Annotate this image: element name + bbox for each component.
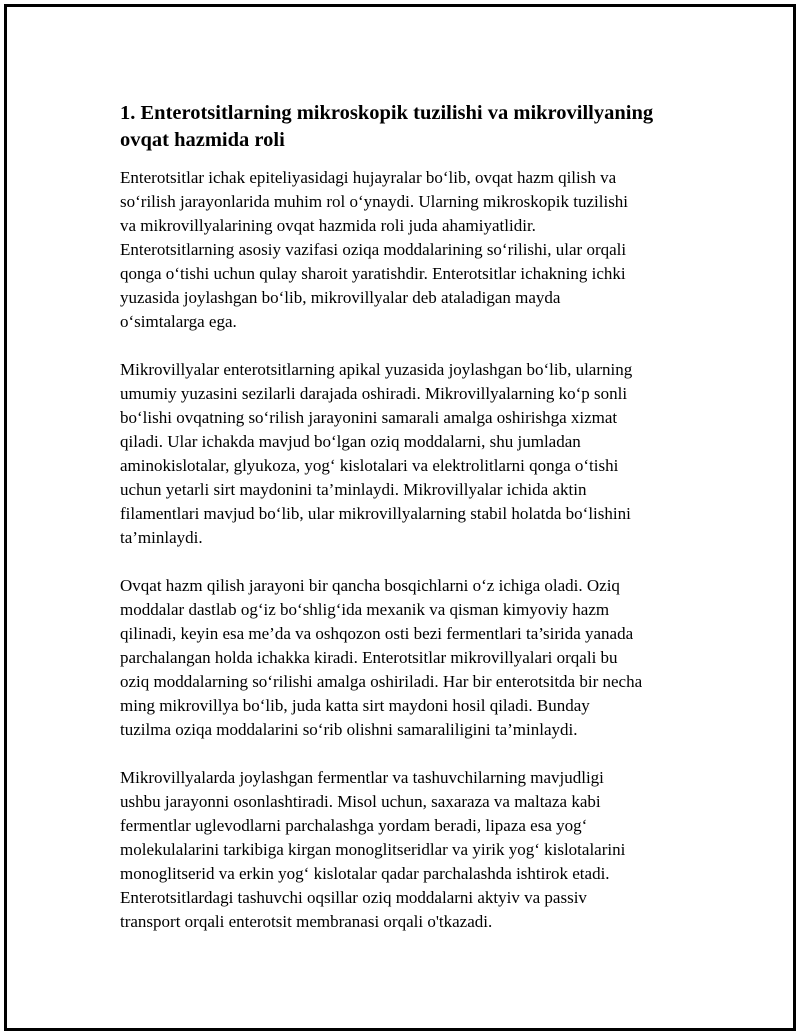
section-title: 1. Enterotsitlarning mikroskopik tuzilishi va mikrovillyaning ovqat hazmida roli bbox=[120, 102, 654, 151]
paragraph-3: Ovqat hazm qilish jarayoni bir qancha bosqichlarni o‘z ichiga oladi. Oziq moddalar dastlab og‘iz bo‘shlig‘ida mexanik va qisman kimyoviy hazm qilinadi, keyin esa me’da va oshqozon osti bezi fermentlari ta’sirida yanada parchalangan holda ichakka kiradi. Enterotsitlar mikrovillyalari orqali bu oziq moddalarning so‘rilishi amalga oshiriladi. Har bir enterotsitda bir necha ming mikrovillya bo‘lib, juda katta sirt maydoni hosil qiladi. Bunday tuzilma oziqa moddalarini so‘rib olishni samaraliligini ta’minlaydi. bbox=[120, 576, 643, 739]
paragraph-2: Mikrovillyalar enterotsitlarning apikal yuzasida joylashgan bo‘lib, ularning umumiy yuzasini sezilarli darajada oshiradi. Mikrovillyalarning ko‘p sonli bo‘lishi ovqatning so‘rilish jarayonini samarali amalga oshirishga xizmat qiladi. Ular ichakda mavjud bo‘lgan oziq moddalarni, shu jumladan aminokislotalar, glyukoza, yog‘ kislotalari va elektrolitlarni qonga o‘tishi uchun yetarli sirt maydonini ta’minlaydi. Mikrovillyalar ichida aktin filamentlari mavjud bo‘lib, ular mikrovillyalarning stabil holatda bo‘lishini ta’minlaydi. bbox=[120, 360, 633, 547]
paragraph-1: Enterotsitlar ichak epiteliyasidagi hujayralar bo‘lib, ovqat hazm qilish va so‘rilish jarayonlarida muhim rol o‘ynaydi. Ularning mikroskopik tuzilishi va mikrovillyalarining ovqat hazmida roli juda ahamiyatlidir. Enterotsitlarning asosiy vazifasi oziqa moddalarining so‘rilishi, ular orqali qonga o‘tishi uchun qulay sharoit yaratishdir. Enterotsitlar ichakning ichki yuzasida joylashgan bo‘lib, mikrovillyalar deb ataladigan mayda o‘simtalarga ega. bbox=[120, 168, 629, 331]
document-body bbox=[120, 100, 692, 958]
paragraph-4: Mikrovillyalarda joylashgan fermentlar va tashuvchilarning mavjudligi ushbu jarayonni osonlashtiradi. Misol uchun, saxaraza va maltaza kabi fermentlar uglevodlarni parchalashga yordam beradi, lipaza esa yog‘ molekulalarini tarkibiga kirgan monoglitseridlar va yirik yog‘ kislotalarini monoglitserid va erkin yog‘ kislotalar qadar parchalashda ishtirok etadi. Enterotsitlardagi tashuvchi oqsillar oziq moddalarni aktyiv va passiv transport orqali enterotsit membranasi orqali o'tkazadi. bbox=[120, 768, 626, 931]
page-frame bbox=[4, 4, 796, 1031]
